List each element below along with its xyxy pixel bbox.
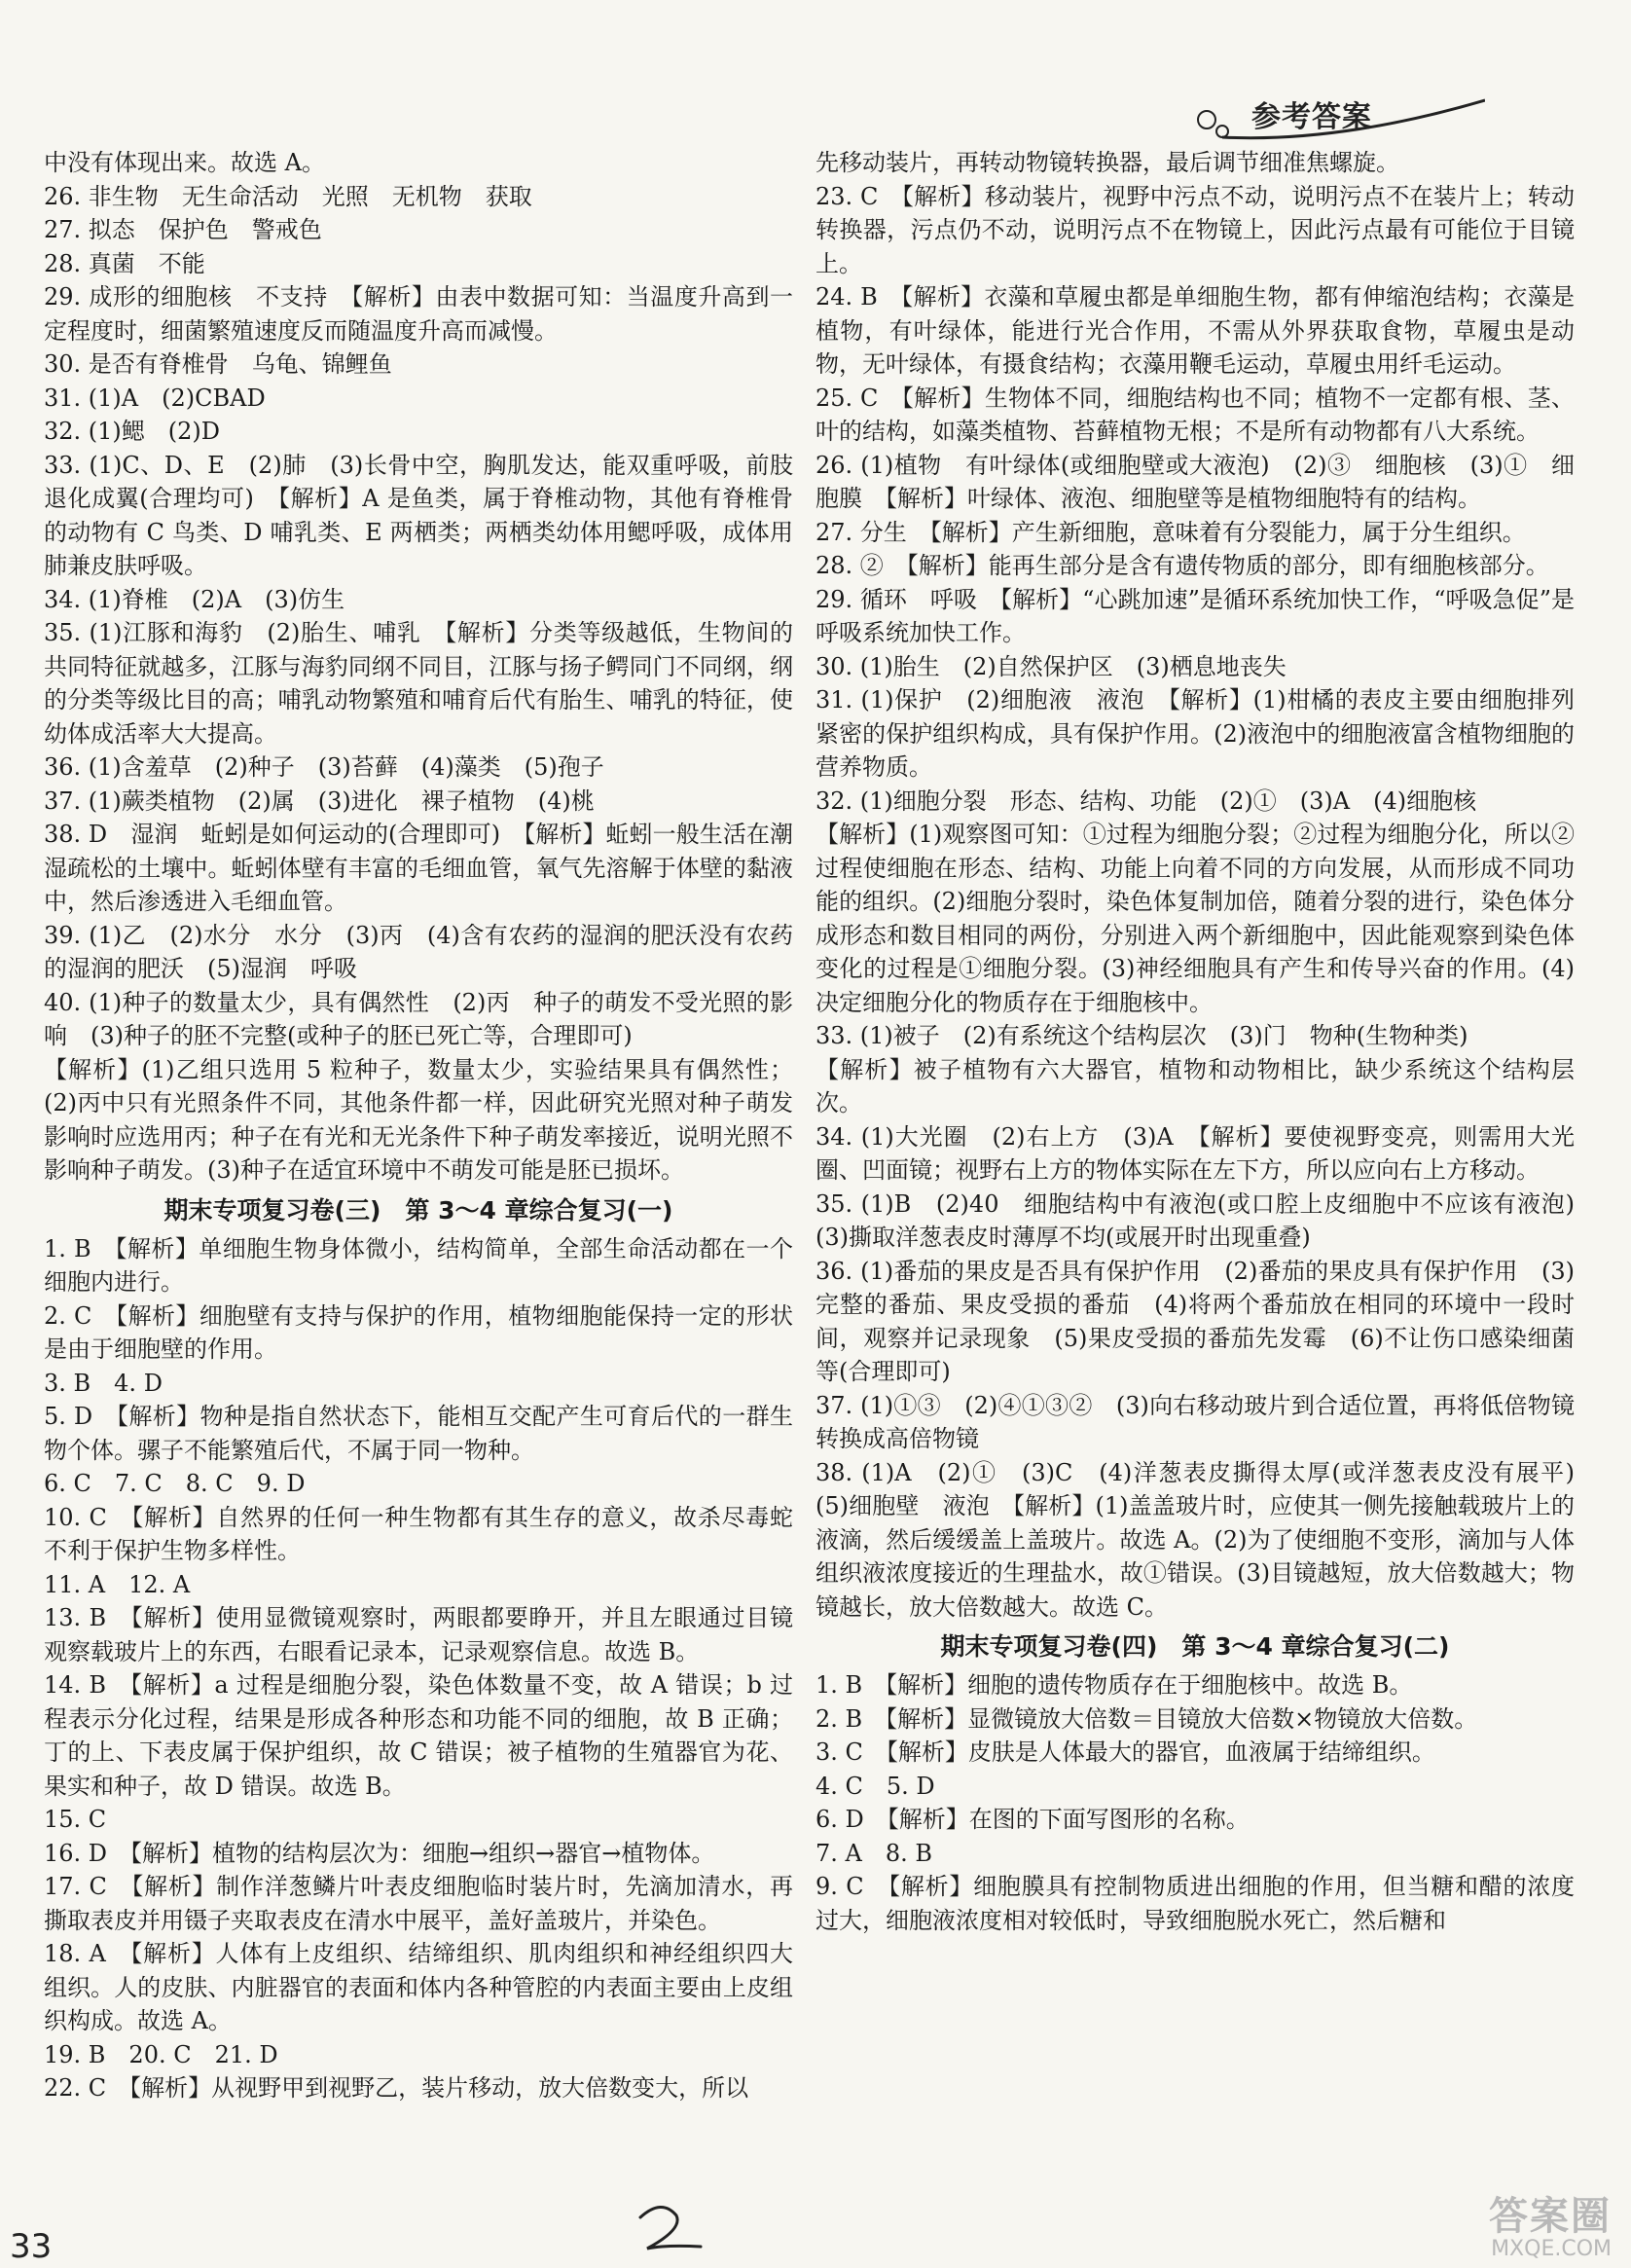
- answer-entry: 32. (1)细胞分裂 形态、结构、功能 (2)① (3)A (4)细胞核: [816, 786, 1477, 815]
- answer-entry: 31. (1)保护 (2)细胞液 液泡 【解析】(1)柑橘的表皮主要由细胞排列紧密的保护组织构成，具有保护作用。(2)液泡中的细胞液富含植物细胞的营养物质。: [816, 686, 1575, 781]
- answer-entry: 40. (1)种子的数量太少，具有偶然性 (2)丙 种子的萌发不受光照的影响 (3)种子的胚不完整(或种子的胚已死亡等，合理即可): [44, 988, 793, 1049]
- answer-entry: 26. (1)植物 有叶绿体(或细胞壁或大液泡) (2)③ 细胞核 (3)① 细胞膜 【解析】叶绿体、液泡、细胞壁等是植物细胞特有的结构。: [816, 451, 1575, 512]
- answer-entry: 9. C 【解析】细胞膜具有控制物质进出细胞的作用，但当糖和醋的浓度过大，细胞液浓度相对较低时，导致细胞脱水死亡，然后糖和: [816, 1873, 1575, 1934]
- answer-entry: 10. C 【解析】自然界的任何一种生物都有其生存的意义，故杀尽毒蛇不利于保护生物多样性。: [44, 1503, 793, 1564]
- answer-entry: 14. B 【解析】a 过程是细胞分裂，染色体数量不变，故 A 错误；b 过程表示分化过程，结果是形成各种形态和功能不同的细胞，故 B 正确；丁的上、下表皮属于保护组织，故 C 错误；被子植物的生殖器官为花、果实和种子，故 D 错误。故选 B。: [44, 1671, 793, 1800]
- answer-entry: 7. A 8. B: [816, 1839, 933, 1867]
- answer-entry: 30. (1)胎生 (2)自然保护区 (3)栖息地丧失: [816, 652, 1287, 680]
- answer-entry: 37. (1)①③ (2)④①③② (3)向右移动玻片到合适位置，再将低倍物镜转换成高倍物镜: [816, 1391, 1575, 1452]
- answer-entry: 26. 非生物 无生命活动 光照 无机物 获取: [44, 182, 532, 210]
- site-watermark: [1489, 2195, 1612, 2261]
- answer-entry: 4. C 5. D: [816, 1772, 935, 1800]
- answer-entry: 16. D 【解析】植物的结构层次为：细胞→组织→器官→植物体。: [44, 1839, 715, 1867]
- answer-entry: 2. C 【解析】细胞壁有支持与保护的作用，植物细胞能保持一定的形状是由于细胞壁的作用。: [44, 1301, 793, 1363]
- answer-entry: 【解析】(1)乙组只选用 5 粒种子，数量太少，实验结果具有偶然性；(2)丙中只有光照条件不同，其他条件都一样，因此研究光照对种子萌发影响时应选用丙；种子在有光和无光条件下种子萌发率接近，说明光照不影响种子萌发。(3)种子在适宜环境中不萌发可能是胚已损坏。: [44, 1055, 793, 1184]
- left-column: [44, 146, 793, 2105]
- answer-entry: 5. D 【解析】物种是指自然状态下，能相互交配产生可育后代的一群生物个体。骡子不能繁殖后代，不属于同一物种。: [44, 1403, 793, 1464]
- answer-entry: 11. A 12. A: [44, 1570, 191, 1598]
- answer-entry: 中没有体现出来。故选 A。: [44, 149, 325, 176]
- answer-entry: 17. C 【解析】制作洋葱鳞片叶表皮细胞临时装片时，先滴加清水，再撕取表皮并用镊子夹取表皮在清水中展平，盖好盖玻片，并染色。: [44, 1873, 793, 1934]
- answer-entry: 3. B 4. D: [44, 1369, 163, 1397]
- answer-entry: 33. (1)被子 (2)有系统这个结构层次 (3)门 物种(生物种类): [816, 1022, 1468, 1049]
- answer-entry: 30. 是否有脊椎骨 乌龟、锦鲤鱼: [44, 350, 392, 378]
- answer-entry: 36. (1)含羞草 (2)种子 (3)苔藓 (4)藻类 (5)孢子: [44, 753, 604, 781]
- answer-entry: 32. (1)鳃 (2)D: [44, 418, 221, 445]
- answer-entry: 31. (1)A (2)CBAD: [44, 384, 266, 412]
- header-label: 参考答案: [1251, 100, 1372, 134]
- right-column: [816, 146, 1598, 1937]
- answer-entry: 33. (1)C、D、E (2)肺 (3)长骨中空，胸肌发达，能双重呼吸，前肢退化成翼(合理均可) 【解析】A 是鱼类，属于脊椎动物，其他有脊椎骨的动物有 C 鸟类、D 哺乳类、E 两栖类；两栖类幼体用鳃呼吸，成体用肺兼皮肤呼吸。: [44, 451, 793, 579]
- answer-entry: 38. D 湿润 蚯蚓是如何运动的(合理即可) 【解析】蚯蚓一般生活在潮湿疏松的土壤中。蚯蚓体壁有丰富的毛细血管，氧气先溶解于体壁的黏液中，然后渗透进入毛细血管。: [44, 821, 793, 915]
- answer-entry: 25. C 【解析】生物体不同，细胞结构也不同；植物不一定都有根、茎、叶的结构，如藻类植物、苔藓植物无根；不是所有动物都有八大系统。: [816, 384, 1575, 445]
- watermark-logo: 答案圈: [1489, 2194, 1612, 2239]
- answer-entry: 3. C 【解析】皮肤是人体最大的器官，血液属于结缔组织。: [816, 1738, 1435, 1766]
- answer-entry: 34. (1)脊椎 (2)A (3)仿生: [44, 585, 345, 613]
- answer-entry: 39. (1)乙 (2)水分 水分 (3)丙 (4)含有农药的湿润的肥沃没有农药的湿润的肥沃 (5)湿润 呼吸: [44, 921, 793, 982]
- answer-entry: 23. C 【解析】移动装片，视野中污点不动，说明污点不在装片上；转动转换器，污点仍不动，说明污点不在物镜上，因此污点最有可能位于目镜上。: [816, 182, 1575, 277]
- answer-entry: 1. B 【解析】单细胞生物身体微小，结构简单，全部生命活动都在一个细胞内进行。: [44, 1234, 793, 1296]
- answer-entry: 36. (1)番茄的果皮是否具有保护作用 (2)番茄的果皮具有保护作用 (3)完整的番茄、果皮受损的番茄 (4)将两个番茄放在相同的环境中一段时间，观察并记录现象 (5)果皮受损的番茄先发霉 (6)不让伤口感染细菌等(合理即可): [816, 1257, 1575, 1385]
- section-title: 期末专项复习卷(三) 第 3～4 章综合复习(一): [163, 1195, 673, 1225]
- answer-entry: 35. (1)江豚和海豹 (2)胎生、哺乳 【解析】分类等级越低，生物间的共同特征就越多，江豚与海豹同纲不同目，江豚与扬子鳄同门不同纲，纲的分类等级比目的高；哺乳动物繁殖和哺育后代有胎生、哺乳的特征，使幼体成活率大大提高。: [44, 619, 793, 748]
- answer-entry: 15. C: [44, 1806, 107, 1833]
- page-number: 33: [10, 2227, 53, 2266]
- answer-entry: 13. B 【解析】使用显微镜观察时，两眼都要睁开，并且左眼通过目镜观察载玻片上的东西，右眼看记录本，记录观察信息。故选 B。: [44, 1604, 793, 1665]
- answer-entry: 34. (1)大光圈 (2)右上方 (3)A 【解析】要使视野变亮，则需用大光圈、凹面镜；视野右上方的物体实际在左下方，所以应向右上方移动。: [816, 1122, 1575, 1184]
- answer-entry: 28. 真菌 不能: [44, 249, 205, 277]
- answer-entry: 18. A 【解析】人体有上皮组织、结缔组织、肌肉组织和神经组织四大组织。人的皮肤、内脏器官的表面和体内各种管腔的内表面主要由上皮组织构成。故选 A。: [44, 1940, 793, 2034]
- answer-entry: 28. ② 【解析】能再生部分是含有遗传物质的部分，即有细胞核部分。: [816, 552, 1549, 579]
- answer-entry: 【解析】被子植物有六大器官，植物和动物相比，缺少系统这个结构层次。: [816, 1055, 1575, 1116]
- answer-entry: 27. 拟态 保护色 警戒色: [44, 216, 322, 243]
- answer-entry: 19. B 20. C 21. D: [44, 2040, 278, 2068]
- answer-entry: 6. C 7. C 8. C 9. D: [44, 1470, 306, 1497]
- section-title: 期末专项复习卷(四) 第 3～4 章综合复习(二): [940, 1632, 1450, 1661]
- handwritten-mark: [623, 2200, 710, 2258]
- watermark-url: MXQE.COM: [1491, 2237, 1612, 2261]
- answer-entry: 6. D 【解析】在图的下面写图形的名称。: [816, 1806, 1250, 1833]
- answer-entry: 29. 成形的细胞核 不支持 【解析】由表中数据可知：当温度升高到一定程度时，细菌繁殖速度反而随温度升高而减慢。: [44, 283, 793, 345]
- answer-entry: 29. 循环 呼吸 【解析】“心跳加速”是循环系统加快工作，“呼吸急促”是呼吸系统加快工作。: [816, 585, 1575, 646]
- answer-entry: 27. 分生 【解析】产生新细胞，意味着有分裂能力，属于分生组织。: [816, 518, 1526, 546]
- answer-entry: 35. (1)B (2)40 细胞结构中有液泡(或口腔上皮细胞中不应该有液泡) (3)撕取洋葱表皮时薄厚不均(或展开时出现重叠): [816, 1189, 1598, 1251]
- answer-entry: 【解析】(1)观察图可知：①过程为细胞分裂；②过程为细胞分化，所以②过程使细胞在形态、结构、功能上向着不同的方向发展，从而形成不同功能的组织。(2)细胞分裂时，染色体复制加倍，随着分裂的进行，染色体分成形态和数目相同的两份，分别进入两个新细胞中，因此能观察到染色体变化的过程是①细胞分裂。(3)神经细胞具有产生和传导兴奋的作用。(4)决定细胞分化的物质存在于细胞核中。: [816, 821, 1575, 1016]
- answer-entry: 先移动装片，再转动物镜转换器，最后调节细准焦螺旋。: [816, 149, 1399, 176]
- answer-entry: 1. B 【解析】细胞的遗传物质存在于细胞核中。故选 B。: [816, 1671, 1413, 1699]
- answer-entry: 38. (1)A (2)① (3)C (4)洋葱表皮撕得太厚(或洋葱表皮没有展平) (5)细胞壁 液泡 【解析】(1)盖盖玻片时，应使其一侧先接触载玻片上的液滴，然后缓缓盖上盖玻片。故选 A。(2)为了使细胞不变形，滴加与人体组织液浓度接近的生理盐水，故①错误。(3)目镜越短，放大倍数越大；物镜越长，放大倍数越大。故选 C。: [816, 1458, 1598, 1621]
- answer-entry: 22. C 【解析】从视野甲到视野乙，装片移动，放大倍数变大，所以: [44, 2074, 749, 2102]
- answer-entry: 2. B 【解析】显微镜放大倍数＝目镜放大倍数×物镜放大倍数。: [816, 1704, 1478, 1733]
- answer-entry: 37. (1)蕨类植物 (2)属 (3)进化 裸子植物 (4)桃: [44, 786, 595, 815]
- answer-entry: 24. B 【解析】衣藻和草履虫都是单细胞生物，都有伸缩泡结构；衣藻是植物，有叶绿体，能进行光合作用，不需从外界获取食物，草履虫是动物，无叶绿体，有摄食结构；衣藻用鞭毛运动，草履虫用纤毛运动。: [816, 283, 1575, 378]
- answer-key-header: [1193, 92, 1485, 151]
